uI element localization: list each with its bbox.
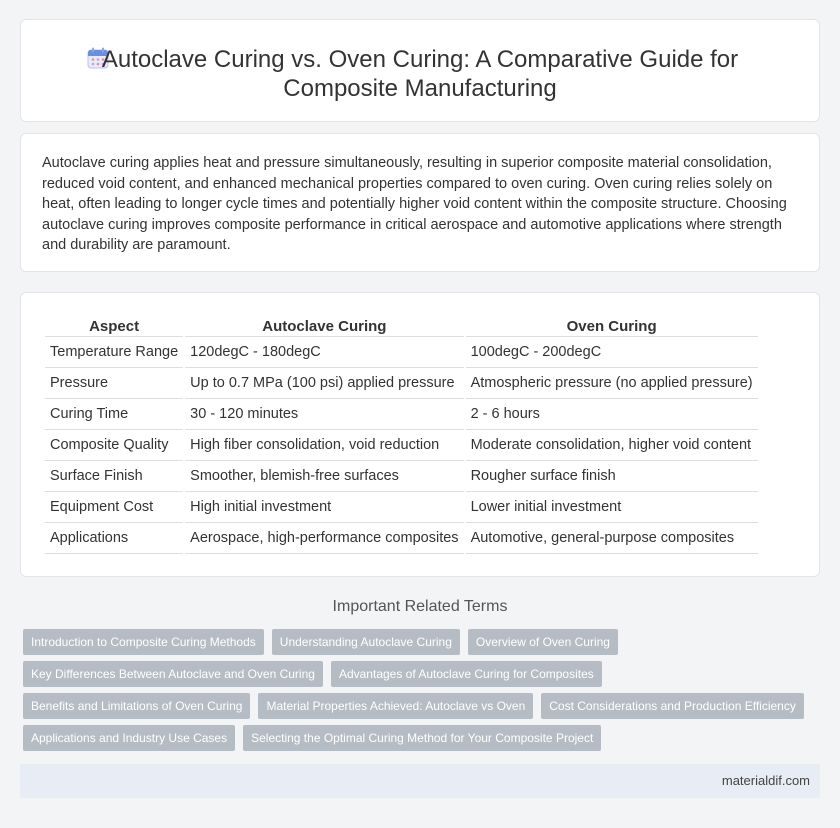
- cell-oven: 2 - 6 hours: [466, 399, 758, 430]
- tag-link[interactable]: Introduction to Composite Curing Methods: [23, 629, 264, 655]
- cell-aspect: Curing Time: [45, 399, 183, 430]
- cell-autoclave: 120degC - 180degC: [185, 337, 463, 368]
- cell-aspect: Surface Finish: [45, 461, 183, 492]
- table-row: [45, 523, 758, 554]
- cell-aspect: Composite Quality: [45, 430, 183, 461]
- table-row: [45, 461, 758, 492]
- cell-aspect: Applications: [45, 523, 183, 554]
- cell-oven: Automotive, general-purpose composites: [466, 523, 758, 554]
- cell-autoclave: High fiber consolidation, void reduction: [185, 430, 463, 461]
- tag-link[interactable]: Applications and Industry Use Cases: [23, 725, 235, 751]
- footer: [20, 764, 820, 798]
- tag-row: [23, 661, 813, 687]
- tag-row: [23, 693, 813, 719]
- table-row: [45, 337, 758, 368]
- tag-link[interactable]: Overview of Oven Curing: [468, 629, 618, 655]
- header-aspect: Aspect: [45, 313, 183, 337]
- cell-autoclave: Up to 0.7 MPa (100 psi) applied pressure: [185, 368, 463, 399]
- tag-link[interactable]: Benefits and Limitations of Oven Curing: [23, 693, 250, 719]
- comparison-table: [43, 313, 760, 554]
- footer-site: materialdif.com: [721, 773, 810, 788]
- table-row: [45, 368, 758, 399]
- cell-oven: Lower initial investment: [466, 492, 758, 523]
- intro-paragraph: Autoclave curing applies heat and pressure simultaneously, resulting in superior composite material consolidation, reduced void content, and enhanced mechanical properties compared to oven curing. Oven curing relies solely on heat, often leading to longer cycle times and potentially higher void content within the composite structure. Choosing autoclave curing improves composite performance in critical aerospace and automotive applications where strength and durability are paramount.: [42, 155, 787, 253]
- table-row: [45, 399, 758, 430]
- tag-link[interactable]: Understanding Autoclave Curing: [272, 629, 460, 655]
- tag-link[interactable]: Advantages of Autoclave Curing for Composites: [331, 661, 602, 687]
- comparison-table-card: [20, 292, 820, 577]
- tag-link[interactable]: Key Differences Between Autoclave and Oven Curing: [23, 661, 323, 687]
- cell-aspect: Equipment Cost: [45, 492, 183, 523]
- tag-link[interactable]: Cost Considerations and Production Efficiency: [541, 693, 804, 719]
- table-row: [45, 430, 758, 461]
- cell-aspect: Pressure: [45, 368, 183, 399]
- table-row: [45, 492, 758, 523]
- table-header-row: [45, 313, 758, 337]
- cell-autoclave: 30 - 120 minutes: [185, 399, 463, 430]
- header-oven: Oven Curing: [466, 313, 758, 337]
- tag-row: [23, 725, 813, 751]
- header-card: [20, 19, 820, 122]
- cell-oven: Rougher surface finish: [466, 461, 758, 492]
- cell-autoclave: Aerospace, high-performance composites: [185, 523, 463, 554]
- tag-link[interactable]: Material Properties Achieved: Autoclave vs Oven: [258, 693, 533, 719]
- cell-autoclave: Smoother, blemish-free surfaces: [185, 461, 463, 492]
- related-terms-heading: Important Related Terms: [332, 598, 508, 615]
- related-terms-list: [23, 629, 813, 757]
- page-title: Autoclave Curing vs. Oven Curing: A Comparative Guide for Composite Manufacturing: [101, 46, 739, 102]
- cell-oven: 100degC - 200degC: [466, 337, 758, 368]
- cell-oven: Moderate consolidation, higher void content: [466, 430, 758, 461]
- cell-oven: Atmospheric pressure (no applied pressure): [466, 368, 758, 399]
- intro-card: [20, 133, 820, 272]
- tag-link[interactable]: Selecting the Optimal Curing Method for Your Composite Project: [243, 725, 601, 751]
- cell-aspect: Temperature Range: [45, 337, 183, 368]
- header-autoclave: Autoclave Curing: [185, 313, 463, 337]
- tag-row: [23, 629, 813, 655]
- cell-autoclave: High initial investment: [185, 492, 463, 523]
